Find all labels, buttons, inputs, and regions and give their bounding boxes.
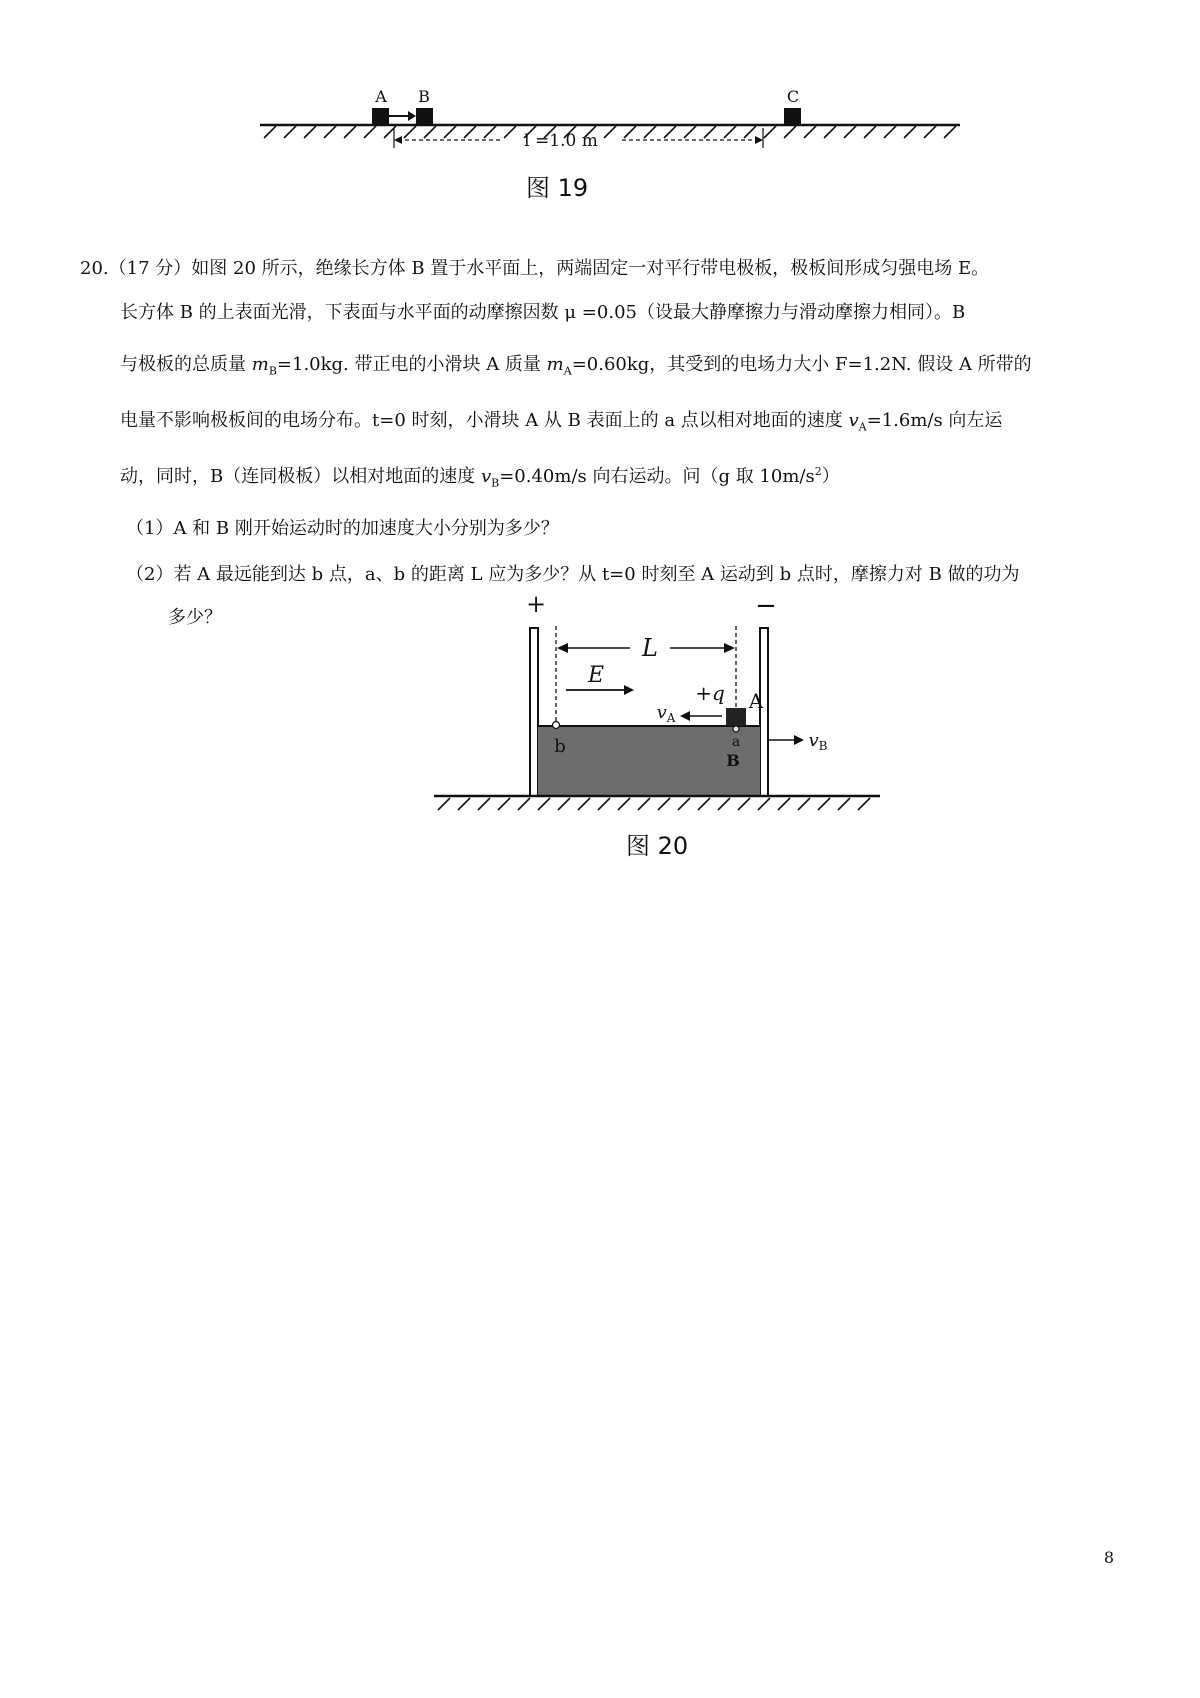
mass-subscript-b: B	[268, 364, 277, 378]
velocity-subscript-a: A	[858, 420, 867, 434]
question-2-line-1: （2）若 A 最远能到达 b 点，a、b 的距离 L 应为多少？从 t=0 时刻至 A 运动到 b 点时，摩擦力对 B 做的功为	[126, 564, 1020, 585]
question-1: （1）A 和 B 刚开始运动时的加速度大小分别为多少？	[126, 518, 559, 539]
superscript-2: 2	[814, 465, 822, 478]
problem-text-1: （17 分）如图 20 所示，绝缘长方体 B 置于水平面上，两端固定一对平行带电极板，极板间形成匀强电场 E。	[108, 258, 990, 279]
problem-text-5c: ）	[821, 466, 840, 487]
label-a: A	[375, 87, 387, 106]
problem-text-4b: =1.6m/s 向左运	[866, 410, 1003, 431]
problem-line-3	[120, 350, 1032, 378]
label-c: C	[786, 87, 800, 106]
block-a	[372, 108, 389, 125]
point-a	[733, 726, 739, 732]
l-arrowhead-left	[557, 643, 568, 653]
block-a	[726, 708, 746, 726]
plus-sign: +	[525, 590, 547, 618]
point-b	[553, 722, 560, 729]
velocity-a-arrowhead	[680, 711, 690, 721]
mass-subscript-a: A	[563, 364, 572, 378]
positive-plate	[530, 628, 538, 796]
problem-text-4a: 电量不影响极板间的电场分布。t=0 时刻，小滑块 A 从 B 表面上的 a 点以相对地面的速度	[120, 410, 849, 431]
label-b: B	[418, 87, 430, 106]
problem-text-5a: 动，同时，B（连同极板）以相对地面的速度	[120, 466, 481, 487]
mass-symbol-a: m	[546, 354, 564, 375]
block-b	[416, 108, 433, 125]
label-a: A	[748, 689, 764, 713]
e-label: E	[587, 663, 605, 688]
question-2-line-2: 多少？	[168, 607, 222, 628]
velocity-symbol-b: v	[480, 466, 492, 487]
velocity-subscript-b: B	[491, 476, 500, 490]
l-label: L	[642, 634, 658, 662]
page-number: 8	[1103, 1548, 1114, 1567]
mass-symbol-b: m	[251, 354, 269, 375]
problem-text-5b: =0.40m/s 向右运动。问（g 取 10m/s	[499, 466, 815, 487]
velocity-symbol-a: v	[848, 410, 859, 431]
label-b-point: b	[554, 736, 566, 757]
charge-label: +q	[695, 681, 725, 705]
velocity-arrowhead	[408, 111, 416, 121]
velocity-b-label: $v_B$	[808, 730, 828, 753]
problem-text-3a: 与极板的总质量	[120, 354, 252, 375]
figure-19-diagram	[250, 80, 970, 180]
figure-19-caption: 图 19	[526, 174, 589, 202]
ground-hatching	[438, 798, 870, 810]
block-c	[784, 108, 801, 125]
figure-19	[250, 80, 970, 180]
figure-20-caption: 图 20	[626, 832, 689, 860]
problem-line-5	[120, 462, 840, 490]
minus-sign: −	[755, 591, 777, 621]
problem-number: 20.	[80, 258, 109, 279]
label-b-block: B	[726, 751, 740, 770]
distance-label: l =1.0 m	[524, 131, 598, 151]
label-a-point: a	[731, 734, 741, 750]
field-arrowhead	[624, 685, 634, 695]
dimension-arrow-left	[394, 136, 402, 144]
velocity-a-label: $v_A$	[656, 702, 676, 725]
l-arrowhead-right	[724, 643, 735, 653]
problem-line-1	[80, 254, 989, 280]
problem-line-2: 长方体 B 的上表面光滑，下表面与水平面的动摩擦因数 μ =0.05（设最大静摩擦力与滑动摩擦力相同）。B	[120, 302, 966, 323]
problem-text-3c: =0.60kg，其受到的电场力大小 F=1.2N. 假设 A 所带的	[571, 354, 1032, 375]
figure-20	[430, 586, 890, 826]
dimension-arrow-right	[755, 136, 763, 144]
problem-line-4	[120, 406, 1002, 434]
figure-20-diagram	[430, 586, 890, 826]
ground-hatching	[264, 126, 956, 138]
velocity-b-arrowhead	[794, 735, 804, 745]
problem-text-3b: =1.0kg. 带正电的小滑块 A 质量	[276, 354, 547, 375]
